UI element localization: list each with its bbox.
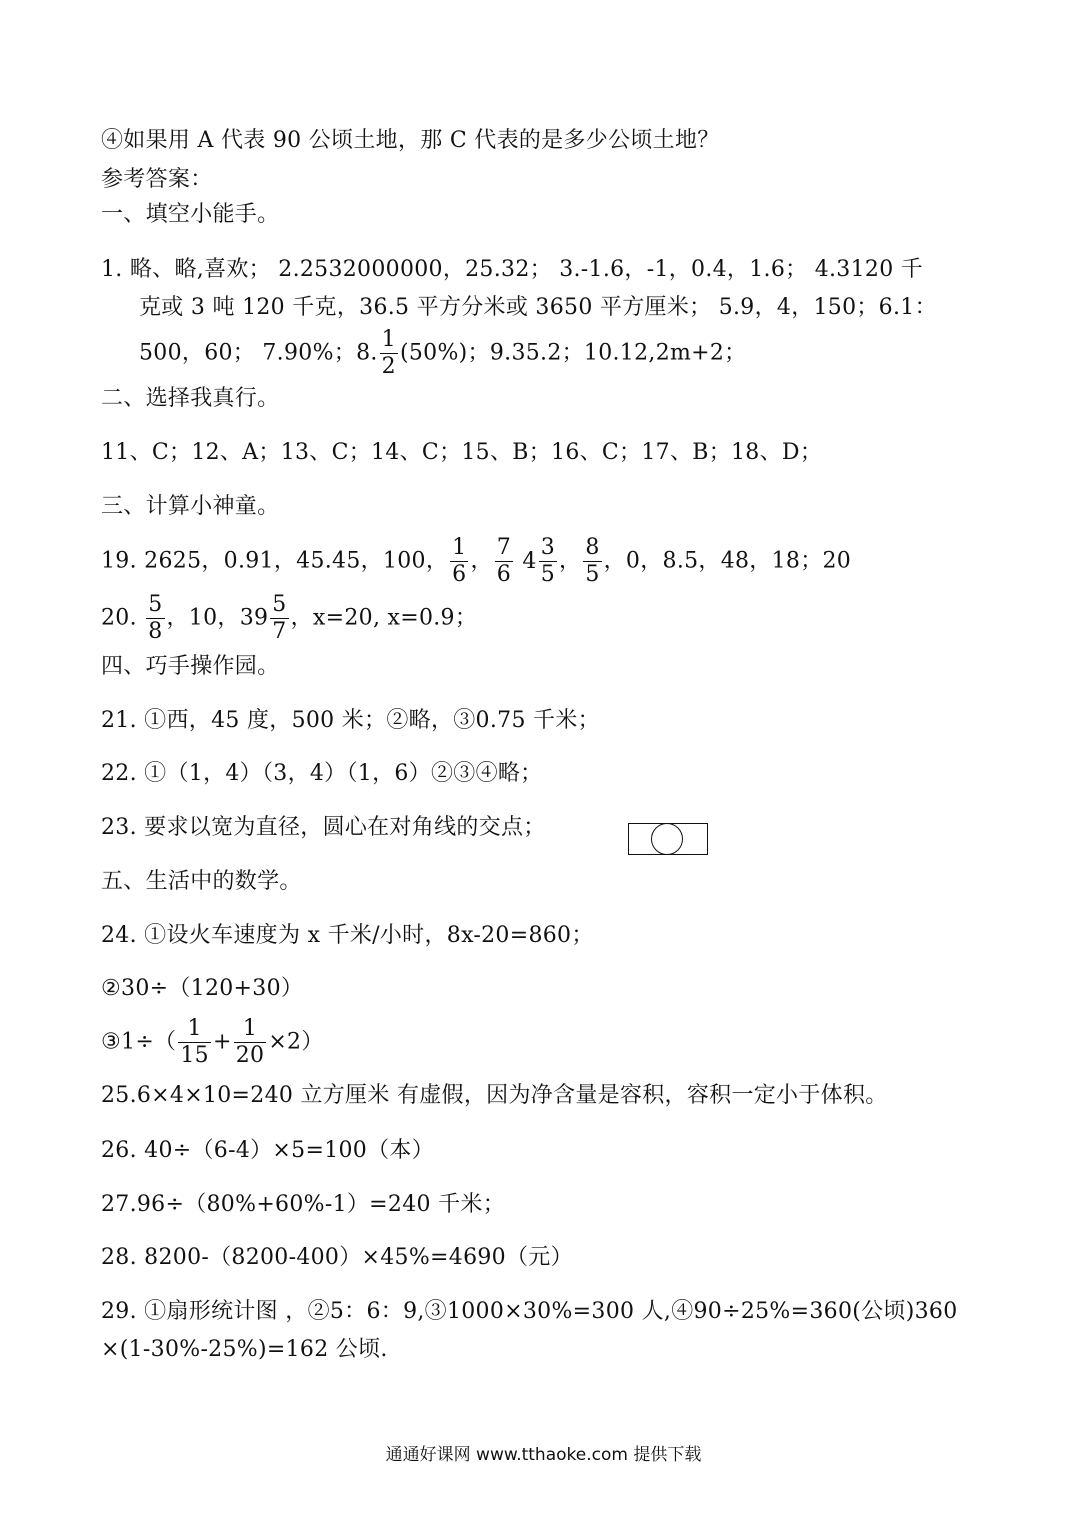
answer-1-line-3-suffix: (50%)；9.35.2；10.12,2m+2；	[399, 340, 747, 366]
fraction-1-15	[178, 1016, 211, 1069]
answer-1-line-3	[139, 327, 747, 380]
fraction-8-5	[583, 535, 601, 588]
fraction-denominator: 6	[496, 562, 512, 587]
answer-28: 28. 8200-（8200-400）×45%=4690（元）	[101, 1245, 573, 1270]
fraction-denominator: 20	[235, 1043, 265, 1068]
answer-1-line-2: 克或 3 吨 120 千克，36.5 平方分米或 3650 平方厘米； 5.9，4，150；6.1：	[139, 295, 937, 320]
section-3-heading: 三、计算小神童。	[101, 494, 280, 519]
fraction-denominator: 15	[180, 1043, 209, 1068]
section-5-heading: 五、生活中的数学。	[101, 869, 302, 894]
answer-29-line-1: 29. ①扇形统计图 ，②5：6：9,③1000×30%=300 人,④90÷25%=360(公顷)360	[101, 1299, 958, 1324]
answer-20-prefix: 20.	[101, 605, 137, 631]
answer-24-part-3-suffix: ×2）	[268, 1029, 324, 1055]
answer-27: 27.96÷（80%+60%-1）=240 千米；	[101, 1192, 505, 1217]
answer-24-part-3	[101, 1016, 324, 1069]
answer-21: 21. ①西，45 度，500 米；②略，③0.75 千米；	[101, 708, 600, 733]
fraction-5-8	[146, 592, 164, 645]
fraction-7-6	[495, 535, 513, 588]
fraction-half	[380, 327, 398, 380]
answer-19-sep-1: ，	[470, 548, 493, 574]
question-4-line: ④如果用 A 代表 90 公顷土地，那 C 代表的是多少公顷土地？	[101, 128, 720, 153]
answer-19	[101, 535, 851, 588]
section-1-heading: 一、填空小能手。	[101, 202, 280, 227]
fraction-numerator: 1	[234, 1016, 267, 1043]
fraction-denominator: 5	[585, 562, 600, 587]
fraction-denominator: 5	[540, 562, 555, 587]
fraction-numerator: 1	[452, 535, 467, 560]
fraction-denominator: 7	[272, 619, 287, 644]
fraction-1-6	[450, 535, 468, 588]
fraction-numerator: 8	[585, 535, 600, 560]
fraction-numerator: 5	[272, 592, 287, 617]
answer-24-part-3-prefix: ③1÷（	[101, 1029, 177, 1055]
answer-1-line-3-prefix: 500，60； 7.90%；8.	[139, 340, 378, 366]
answer-19-sep-2: ，	[559, 548, 582, 574]
answer-23: 23. 要求以宽为直径，圆心在对角线的交点；	[101, 815, 546, 840]
answer-20	[101, 592, 477, 645]
answer-1-line-1: 1. 略、略,喜欢； 2.2532000000，25.32； 3.-1.6，-1，0.4，1.6； 4.3120 千	[101, 257, 924, 282]
fraction-5-7	[270, 592, 288, 645]
answer-24-part-1: 24. ①设火车速度为 x 千米/小时，8x-20=860；	[101, 923, 594, 948]
answer-19-prefix: 19. 2625，0.91，45.45，100，	[101, 548, 449, 574]
fraction-denominator: 2	[381, 354, 396, 379]
plus-sign: +	[212, 1029, 232, 1055]
fraction-3-5	[539, 535, 557, 588]
fraction-denominator: 6	[452, 562, 467, 587]
answer-19-suffix: ，0，8.5，48，18；20	[603, 548, 852, 574]
fraction-1-20	[234, 1016, 267, 1069]
answer-25: 25.6×4×10=240 立方厘米 有虚假，因为净含量是容积，容积一定小于体积。	[101, 1083, 888, 1108]
answer-24-part-2: ②30÷（120+30）	[101, 976, 304, 1001]
answers-title: 参考答案：	[101, 167, 213, 192]
rectangle-with-circle-figure	[628, 823, 708, 855]
answer-22: 22. ①（1，4）（3，4）（1，6）②③④略；	[101, 761, 543, 786]
page-footer: 通通好课网 www.tthaoke.com 提供下载	[385, 1445, 702, 1465]
section-2-heading: 二、选择我真行。	[101, 386, 280, 411]
inscribed-circle	[651, 823, 683, 855]
answer-26: 26. 40÷（6-4）×5=100（本）	[101, 1138, 434, 1163]
fraction-numerator: 3	[540, 535, 555, 560]
fraction-numerator: 7	[496, 535, 512, 560]
fraction-numerator: 1	[178, 1016, 211, 1043]
answer-20-suffix: ，x=20, x=0.9；	[290, 605, 478, 631]
section-4-heading: 四、巧手操作园。	[101, 654, 280, 679]
fraction-numerator: 1	[381, 327, 396, 352]
mixed-number-whole: 4	[522, 548, 537, 574]
answer-11-18: 11、C；12、A；13、C；14、C；15、B；16、C；17、B；18、D；	[101, 440, 823, 465]
answer-20-middle: ，10，39	[166, 605, 269, 631]
fraction-denominator: 8	[148, 619, 163, 644]
fraction-numerator: 5	[148, 592, 163, 617]
answer-29-line-2: ×(1-30%-25%)=162 公顷.	[101, 1337, 388, 1362]
